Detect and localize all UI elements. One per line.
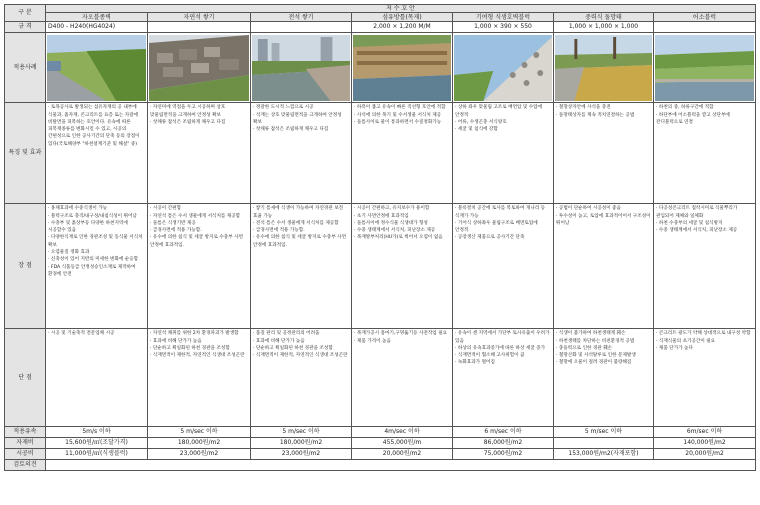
flow-cell: 4m/sec 이하 — [352, 427, 453, 438]
cons-item: · 목재가공시 흠마기,구멍뚫기등 사전작업 필요 — [354, 331, 448, 337]
pros-cell — [352, 204, 453, 329]
cons-item: · 제품 단가가 높다 — [656, 345, 693, 351]
features-item: · 돌망태상자를 계속 적치연결하는 공법 — [556, 112, 635, 118]
spec-cell — [148, 22, 251, 33]
pros-cell — [453, 204, 554, 329]
row-label-photo: 적용사례 — [5, 33, 46, 103]
features-cell — [554, 103, 654, 204]
flow-cell: 6 m/sec 이하 — [453, 427, 554, 438]
pros-item: · 블럭구조로 충격/내구성/내침식성이 뛰어남 — [48, 213, 137, 219]
photo-cell — [554, 33, 654, 103]
install-cell: 20,000원/m2 — [352, 449, 453, 460]
features-item: · 사석에 의한 목기 및 수서생물 서식처 제공 — [354, 112, 442, 118]
spec-cell — [251, 22, 352, 33]
row-label-pros: 장 점 — [5, 204, 46, 329]
revetment-comparison-table — [4, 4, 756, 471]
photo-cell — [453, 33, 554, 103]
features-item: · 하천의 중, 하류구간에 적합 — [656, 105, 714, 111]
row-label-install: 시공비 — [5, 449, 46, 460]
pros-cell — [554, 204, 654, 329]
natural-stone-wall-photo — [149, 35, 249, 101]
cons-item: · 식재면적이 협소해 고사위험이 큼 — [455, 353, 525, 359]
features-item: · 어류, 수생곤충 서식양호 — [455, 119, 507, 125]
cons-item: · 철망산화 및 사석탈루로 인한 문제발생 — [556, 353, 636, 359]
pros-item: · 시공이 간편함 — [150, 206, 182, 212]
pros-item: · 초기 사면안정에 효과적임 — [354, 213, 409, 219]
pros-item: · 공장생산 제품으로 공사기간 단축 — [455, 235, 525, 241]
material-cell: 140,000원/m2 — [654, 438, 756, 449]
cons-item: · 하상의 유속효과증가에 따른 하상 세굴 증가 — [455, 345, 546, 351]
cons-item: · 식재식물의 초기공간이 필요 — [656, 338, 716, 344]
install-cell: 75,000원/m2 — [453, 449, 554, 460]
features-item: · 돌틈사이로 물이 통과하면서 수질정화가능 — [354, 119, 442, 125]
column-header: 섬유방틀(목재) — [352, 13, 453, 22]
photo-cell — [654, 33, 756, 103]
cons-item: · 시공 및 기술축적 전문업체 시공 — [48, 331, 115, 337]
features-item: · 세굴 및 침식에 강함 — [455, 127, 498, 133]
features-item: · 찻채류 잡석은 조립하게 채우고 다짐 — [150, 119, 226, 125]
photo-cell — [148, 33, 251, 103]
features-cell — [148, 103, 251, 204]
pros-item: · 다공성콘크리트 접착시미로 식물뿌리가 관입되어 제체와 일체화 — [656, 206, 738, 219]
pros-item: · 자연석 틈은 수서 생물에게 서식처를 제공함 — [150, 213, 241, 219]
cons-item: · 철망에 오물이 걸려 경관이 불량해짐 — [556, 360, 632, 366]
install-cell: 11,000원/㎡(식생블럭) — [46, 449, 148, 460]
cons-item: · 식재면적이 제한적, 자연적인 식생대 조성곤란 — [150, 353, 245, 359]
cons-item: · 제품 가격이 높음 — [354, 338, 391, 344]
column-header: 어소블럭 — [654, 13, 756, 22]
pros-item: · 공법이 단순하여 시공성이 좋음 — [556, 206, 621, 212]
column-header: 전석 쌓기 — [251, 13, 352, 22]
row-label-material: 자재비 — [5, 438, 46, 449]
material-cell: 455,000원/m — [352, 438, 453, 449]
pros-item: · FDA 식품등급 안정성승인소재로 제작하여 환경에 안전 — [48, 264, 136, 277]
row-label-spec: 규 격 — [5, 22, 46, 33]
install-cell: 23,000원/m2 — [148, 449, 251, 460]
cons-item: · 녹화효과가 떨어짐 — [455, 360, 495, 366]
cons-item: · 효과에 비해 단가가 높음 — [253, 338, 305, 344]
fish-block-photo — [655, 35, 754, 101]
flow-cell: 6m/sec 이하 — [654, 427, 756, 438]
pros-item: · 유수에 의한 침식 및 세굴 방지로 수충부 사면 안정에 효과적임. — [150, 235, 244, 248]
pros-item: · 기어식 상하좌우 물림구조로 배면토압에 안정적 — [455, 220, 538, 234]
cons-item: · 효과에 비해 단가가 높음 — [150, 338, 202, 344]
cons-cell — [554, 329, 654, 427]
cons-item: · 식생이 불가하여 하천생태계 훼손 — [556, 331, 626, 337]
pros-item: · 수충부 및 흙상부등 다양한 하천지역에 시공할수 있음 — [48, 220, 128, 234]
photo-cell — [251, 33, 352, 103]
spec-cell — [654, 22, 756, 33]
cons-item: · 단순하고 획일화된 하천 경관을 조성함 — [150, 345, 230, 351]
flow-cell: 5 m/sec 이하 — [251, 427, 352, 438]
cons-item: · 품질 관리 및 공정관리의 어려움 — [253, 331, 320, 337]
cons-item: · 단순하고 획일화된 하천 경관을 조성함 — [253, 345, 333, 351]
pros-item: · 유수에 의한 침식 및 세굴 방지로 수충부 사면 안정에 효과적임. — [253, 235, 347, 248]
cons-item: · 식재면적이 제한적, 자연적인 식생대 조성곤란 — [253, 353, 348, 359]
gabion-photo — [555, 35, 652, 101]
cons-item: · 콘크리트 광도가 약해 상대적으로 내구성 약함 — [656, 331, 751, 337]
features-item: · 찻채류 잡석은 조립하게 채우고 다짐 — [253, 127, 329, 133]
install-cell: 153,000원/m2(자재포함) — [554, 449, 654, 460]
pros-item: · 오염물질 정화 효과 — [48, 250, 90, 256]
category-header: 구 분 — [5, 5, 46, 22]
cons-item: · 자연석 채취를 위한 2차 환경파괴가 발생함 — [150, 331, 239, 337]
pros-item: · 수중 생태계에서 서식처, 피난장소 제공 — [656, 228, 738, 234]
wood-crib-photo — [353, 35, 451, 101]
review-cell — [46, 460, 756, 471]
pros-item: · 급경사면에 적용 가능함. — [253, 228, 305, 234]
spec-cell: 1,000 × 1,000 × 1,000 — [554, 22, 654, 33]
pros-cell — [654, 204, 756, 329]
features-cell — [453, 103, 554, 204]
column-header: 자오블종벽 — [46, 13, 148, 22]
pros-item: · 시공이 간편하고, 유지보수가 용이함 — [354, 206, 430, 212]
features-item: · 철망상자안에 사석을 충전 — [556, 105, 611, 111]
install-cell: 23,000원/m2 — [251, 449, 352, 460]
features-item: · 자연미에 역점을 두고 시공하며 상호 맞물림면적을 크게하여 안정성 확보 — [150, 105, 226, 118]
material-cell: 180,000원/m2 — [251, 438, 352, 449]
pros-cell — [251, 204, 352, 329]
features-item: · 정갈한 도시적 느낌으로 시공 — [253, 105, 314, 111]
pros-item: · 투수성이 높고, 토압에 효과적이어서 구조성이 뛰어남 — [556, 213, 651, 226]
install-cell: 20,000원/m2 — [654, 449, 756, 460]
photo-cell — [352, 33, 453, 103]
flow-cell: 5 m/sec 이하 — [148, 427, 251, 438]
pros-item: · 다양한식재로 인한 경관조성 및 동식물 서식처 확보 — [48, 235, 143, 248]
material-cell: 15,600원/㎡(조달가격) — [46, 438, 148, 449]
pros-item: · 수중 생태계에서 서식처, 피난장소 제공 — [354, 228, 436, 234]
cons-cell — [251, 329, 352, 427]
flow-cell: 5m/s 이하 — [46, 427, 148, 438]
features-item: · 석재는 상호 맞물림면적을 크게하여 안정성 확보 — [253, 112, 342, 125]
features-item: · 상하 좌우 맞물림 고조로 배면압 및 수압에 안정적 — [455, 105, 543, 118]
pros-item: · 목재방부처리(HU가)로 썩어서 오염이 없음 — [354, 235, 443, 241]
photo-cell — [46, 33, 148, 103]
features-item: · 토목공사로 발생되는 섬유자재의 공 내부에 식물과, 흙자재, 콘크리트를 표층 또는 자갈에 비탈면을 피복하는 호안이다. 유속에 따른 피복재종류를 변화시킬 수 있고, 시공의 간편성으로 인한 공사기간의 단축 등의 장점이 있다(국토해양부 "하천설계기준 및 해설" 중) — [48, 105, 140, 147]
pros-cell — [46, 204, 148, 329]
spec-cell: 2,000 × 1,200 M/M — [352, 22, 453, 33]
pros-cell — [148, 204, 251, 329]
column-header: 기여형 식생호벽블럭 — [453, 13, 554, 22]
spec-cell: D400 - H240(HG4024) — [46, 22, 148, 33]
pros-item: · 신축성이 있어 지반의 미세한 변화에 순응함 — [48, 257, 139, 263]
column-header: 자연석 쌓기 — [148, 13, 251, 22]
pros-item: · 돌틈은 식생기반 제공 — [150, 220, 196, 226]
pros-item: · 홍채효과에 수중식생이 가능 — [48, 206, 108, 212]
pros-item: · 블록결치 공간에 토사를 복토하여 개나리 등 식재가 가능 — [455, 206, 546, 219]
pros-item: · 쌓기 틈새에 식생이 가능하여 자연경관 보전 효율 가능 — [253, 206, 344, 219]
cons-cell — [46, 329, 148, 427]
row-label-flow: 적용유속 — [5, 427, 46, 438]
material-cell: 180,000원/m2 — [148, 438, 251, 449]
features-item: · 하폭이 좁고 유속이 빠른 직선형 호안에 적합 — [354, 105, 446, 111]
group-header: 저 수 호 안 — [46, 5, 756, 13]
features-cell — [352, 103, 453, 204]
row-label-cons: 단 점 — [5, 329, 46, 427]
cons-item: · 하천생태를 차단하는 비친환경적 공법 — [556, 338, 635, 344]
cons-item: · 충돌력으로 인한 경관 훼손 — [556, 345, 613, 351]
pros-item: · 하천 수충부의 세굴 및 침식방지 — [656, 220, 723, 226]
features-cell — [654, 103, 756, 204]
cons-item: · 유속이 센 지역에서 가단부 토사유출이 우려가 있음 — [455, 331, 550, 344]
features-cell — [46, 103, 148, 204]
flow-cell: 5 m/sec 이하 — [554, 427, 654, 438]
pros-item: · 급경사면에 적용 가능함. — [150, 228, 202, 234]
cons-cell — [654, 329, 756, 427]
pros-item: · 전석 틈은 수서 생물에게 서식처를 제공함 — [253, 220, 339, 226]
cons-cell — [352, 329, 453, 427]
spec-cell: 1,000 × 390 × 550 — [453, 22, 554, 33]
cons-cell — [453, 329, 554, 427]
planting-block-photo — [454, 35, 552, 101]
material-cell: 86,000원/m2 — [453, 438, 554, 449]
vegetated-embankment-photo — [47, 35, 146, 101]
cons-cell — [148, 329, 251, 427]
material-cell — [554, 438, 654, 449]
features-cell — [251, 103, 352, 204]
column-header: 중력식 돌망태 — [554, 13, 654, 22]
row-label-features: 특징 및 효과 — [5, 103, 46, 204]
boulder-wall-photo — [252, 35, 350, 101]
row-label-review: 검토의견 — [5, 460, 46, 471]
features-item: · 하단부에 어소블럭을 깔고 상단부에 잔디블럭으로 연결 — [656, 112, 730, 125]
pros-item: · 돌틈사이에 정수식물 식생대가 형성 — [354, 220, 428, 226]
